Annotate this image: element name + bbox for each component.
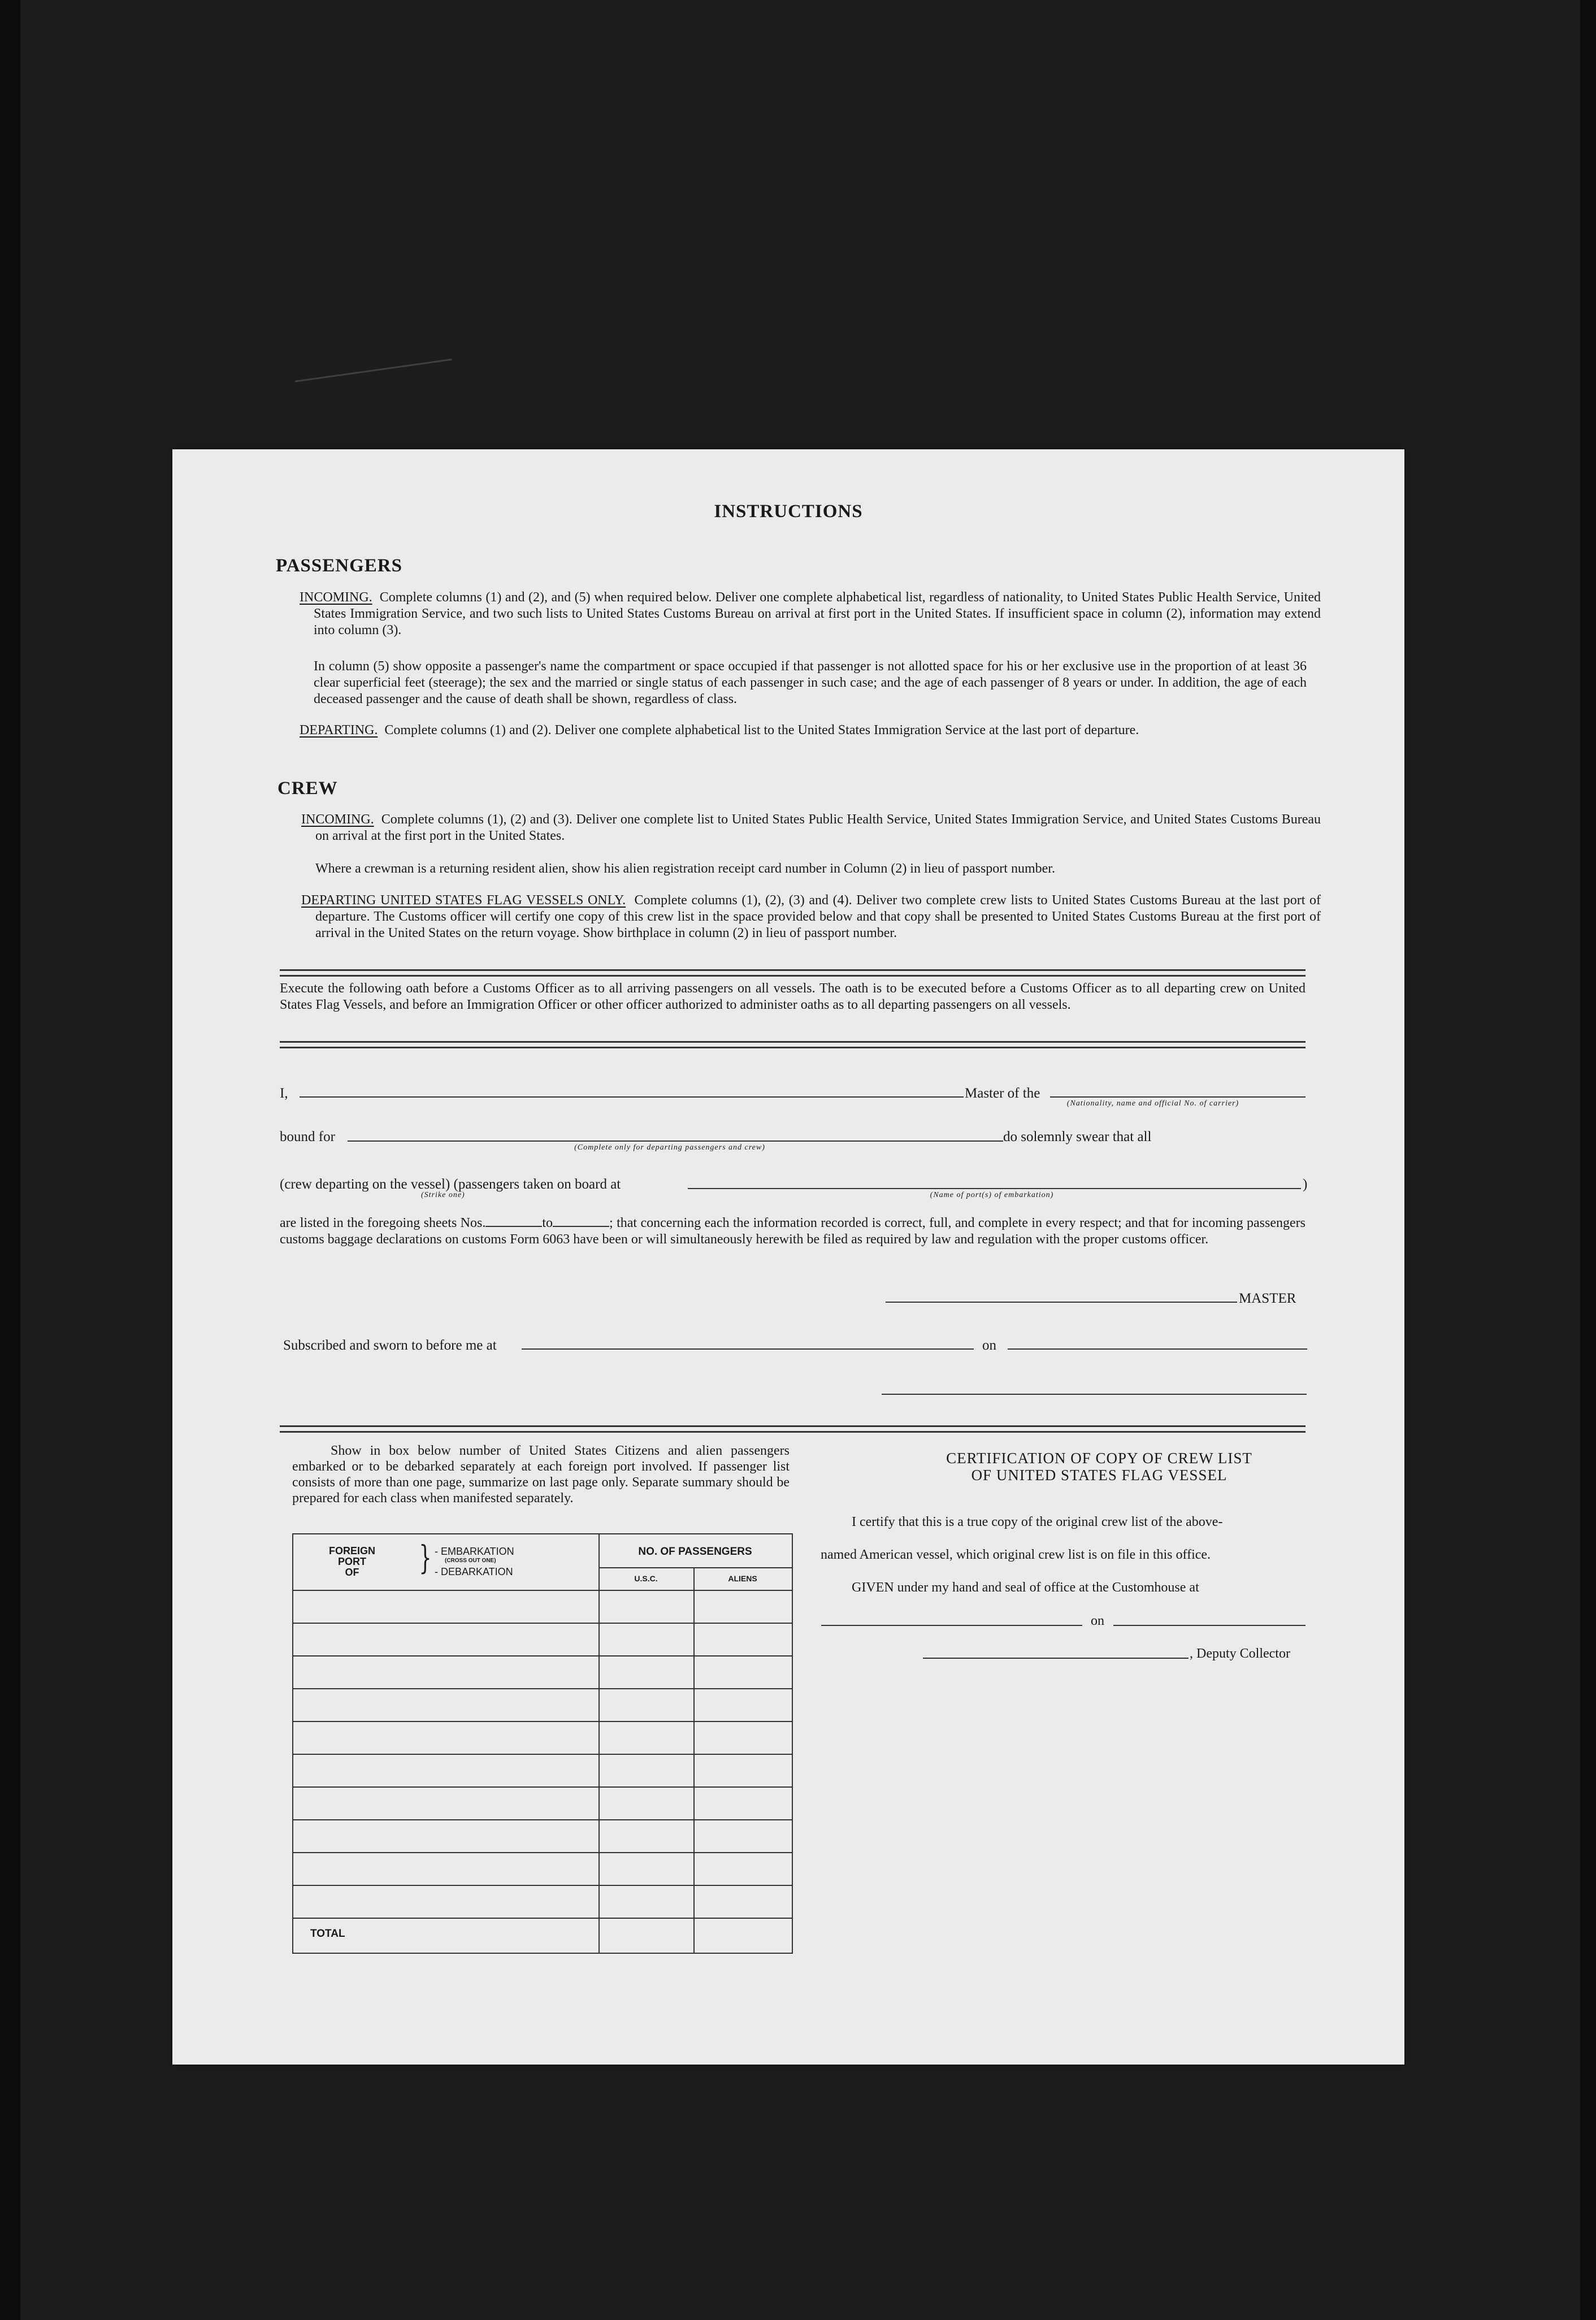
foreign-port-of-header <box>324 1546 380 1578</box>
crew-departing-paragraph <box>301 892 1321 942</box>
header-foreign: FOREIGN <box>328 1545 375 1556</box>
film-edge-right <box>1580 0 1596 2320</box>
certification-title-line1: CERTIFICATION OF COPY OF CREW LIST <box>946 1450 1252 1467</box>
carrier-field[interactable] <box>1050 1096 1306 1098</box>
table-divider <box>693 1567 695 1953</box>
table-row-line <box>293 1885 792 1886</box>
crew-incoming-label: INCOMING. <box>301 812 374 827</box>
cert-date-field[interactable] <box>1113 1625 1306 1626</box>
oath-solemnly-swear: do solemnly swear that all <box>1003 1129 1152 1144</box>
certify-line2: named American vessel, which original crew list is on file in this office. <box>821 1547 1211 1562</box>
sworn-on-label: on <box>982 1338 996 1353</box>
deputy-collector-label: , Deputy Collector <box>1190 1646 1290 1661</box>
table-row-line <box>293 1786 792 1788</box>
divider-double <box>280 969 1306 977</box>
crew-resident-paragraph: Where a crewman is a returning resident alien, show his alien registration receipt card number in Column (2) in lieu of passport number. <box>315 861 1055 876</box>
oath-crew-departing: (crew departing on the vessel) (passengers taken on board at <box>280 1177 621 1192</box>
oath-master-of-the: Master of the <box>965 1086 1040 1101</box>
table-divider <box>598 1567 792 1568</box>
passengers-departing-text: Complete columns (1) and (2). Deliver one complete alphabetical list to the United States Immigration Service at the last port of departure. <box>384 723 1139 738</box>
master-name-field[interactable] <box>300 1096 964 1098</box>
header-port: PORT <box>337 1556 366 1567</box>
nationality-caption: (Nationality, name and official No. of carrier) <box>1066 1099 1239 1108</box>
oath-i-label: I, <box>280 1086 288 1101</box>
passengers-departing-label: DEPARTING. <box>300 723 378 738</box>
crew-incoming-text: Complete columns (1), (2) and (3). Deliver one complete list to United States Public Health Service, United States Immigration Service, and United States Customs Bureau on arrival at the first port in the United States. <box>315 812 1321 843</box>
table-row-line <box>293 1918 792 1919</box>
certification-title <box>868 1450 1331 1484</box>
crew-departing-text: Complete columns (1), (2), (3) and (4). Deliver two complete crew lists to United States Customs Bureau at the last port of departure. The Customs officer will certify one copy of this crew list in the space provided below and that copy shall be presented to United States Customs Bureau at the first port of arrival in the United States on the return voyage. Show birthplace in column (2) in lieu of passport number. <box>315 893 1321 940</box>
page-title: INSTRUCTIONS <box>714 501 863 522</box>
oath-to: to <box>542 1216 553 1230</box>
passengers-incoming-label: INCOMING. <box>300 590 372 605</box>
passengers-departing-paragraph <box>300 722 1321 739</box>
table-row-line <box>293 1655 792 1656</box>
header-debarkation: - DEBARKATION <box>435 1566 513 1577</box>
header-cross-out-one: (CROSS OUT ONE) <box>445 1558 496 1564</box>
oath-instructions: Execute the following oath before a Customs Officer as to all arriving passengers on all vessels. The oath is to be executed before a Customs Officer as to all departing crew on United States Flag Vessels, and before an Immigration Officer or other officer authorized to administer oaths as to all departing passengers on all vessels. <box>280 981 1306 1012</box>
subscribed-label: Subscribed and sworn to before me at <box>283 1338 497 1353</box>
master-label: MASTER <box>1239 1291 1296 1306</box>
header-aliens: ALIENS <box>728 1574 757 1583</box>
sheet-to-field[interactable] <box>553 1226 609 1227</box>
crew-incoming-paragraph <box>301 812 1321 844</box>
table-row-line <box>293 1754 792 1755</box>
header-usc: U.S.C. <box>634 1574 658 1583</box>
total-label: TOTAL <box>310 1928 345 1940</box>
strike-one-caption: (Strike one) <box>421 1191 465 1199</box>
given-line: GIVEN under my hand and seal of office at the Customhouse at <box>852 1580 1199 1595</box>
master-signature-field[interactable] <box>886 1302 1237 1303</box>
brace-glyph: } <box>419 1538 432 1577</box>
passengers-heading: PASSENGERS <box>276 556 402 576</box>
customhouse-field[interactable] <box>821 1625 1082 1626</box>
passengers-column5-paragraph: In column (5) show opposite a passenger's name the compartment or space occupied if that passenger is not allotted space for his or her exclusive use in the proportion of at least 36 clear superficial feet (steerage); the sex and the married or single status of each passenger in such case; and the age of each passenger of 8 years or under. In addition, the age of each deceased passenger and the cause of death shall be shown, regardless of class. <box>314 659 1307 706</box>
table-divider <box>293 1590 792 1591</box>
bound-for-field[interactable] <box>348 1141 1003 1142</box>
certify-line1: I certify that this is a true copy of the original crew list of the above- <box>852 1515 1223 1529</box>
table-row-line <box>293 1852 792 1853</box>
table-row-line <box>293 1623 792 1624</box>
crew-heading: CREW <box>277 778 338 799</box>
deputy-collector-signature-field[interactable] <box>923 1658 1189 1659</box>
table-row-line <box>293 1688 792 1689</box>
crew-departing-label: DEPARTING UNITED STATES FLAG VESSELS ONLY. <box>301 893 626 908</box>
oath-bound-for: bound for <box>280 1129 335 1144</box>
passenger-summary-table <box>292 1533 793 1954</box>
certification-title-line2: OF UNITED STATES FLAG VESSEL <box>971 1467 1228 1484</box>
ports-embarkation-field[interactable] <box>688 1188 1301 1189</box>
officer-signature-field[interactable] <box>882 1394 1307 1395</box>
ports-caption: (Name of port(s) of embarkation) <box>930 1191 1054 1199</box>
film-edge-left <box>0 0 20 2320</box>
table-divider <box>598 1534 600 1953</box>
summary-instructions: Show in box below number of United States Citizens and alien passengers embarked or to be debarked separately at each foreign port involved. If passenger list consists of more than one page, summarize on last page only. Separate summary should be prepared for each class when manifested separately. <box>292 1443 790 1506</box>
header-embarkation: - EMBARKATION <box>435 1546 514 1557</box>
sworn-date-field[interactable] <box>1008 1348 1307 1350</box>
header-of: OF <box>345 1567 359 1578</box>
oath-listed-rest: ; that concerning each the information recorded is correct, full, and complete in every respect; and that for incoming passengers customs baggage declarations on customs Form 6063 have been or will simultaneously herewith be filed as required by law and regulation with the proper customs officer. <box>280 1216 1306 1247</box>
sworn-place-field[interactable] <box>522 1348 974 1350</box>
passengers-incoming-paragraph <box>300 589 1321 639</box>
oath-listed-start: are listed in the foregoing sheets Nos. <box>280 1216 486 1230</box>
document-page <box>172 449 1404 2065</box>
table-row-line <box>293 1721 792 1722</box>
sheet-from-field[interactable] <box>485 1226 542 1227</box>
oath-close-paren: ) <box>1303 1177 1308 1192</box>
complete-only-caption: (Complete only for departing passengers and crew) <box>574 1143 765 1152</box>
table-row-line <box>293 1819 792 1820</box>
scan-smudge <box>294 351 452 383</box>
divider-double <box>280 1041 1306 1048</box>
divider-double <box>280 1425 1306 1433</box>
passengers-incoming-text: Complete columns (1) and (2), and (5) when required below. Deliver one complete alphabetical list, regardless of nationality, to United States Public Health Service, United States Immigration Service, and two such lists to United States Customs Bureau on arrival at first port in the United States. If insufficient space in column (2), information may extend into column (3). <box>314 590 1321 638</box>
header-no-of-passengers: NO. OF PASSENGERS <box>638 1546 752 1558</box>
cert-on-label: on <box>1091 1614 1104 1628</box>
oath-listed-paragraph <box>280 1215 1306 1248</box>
